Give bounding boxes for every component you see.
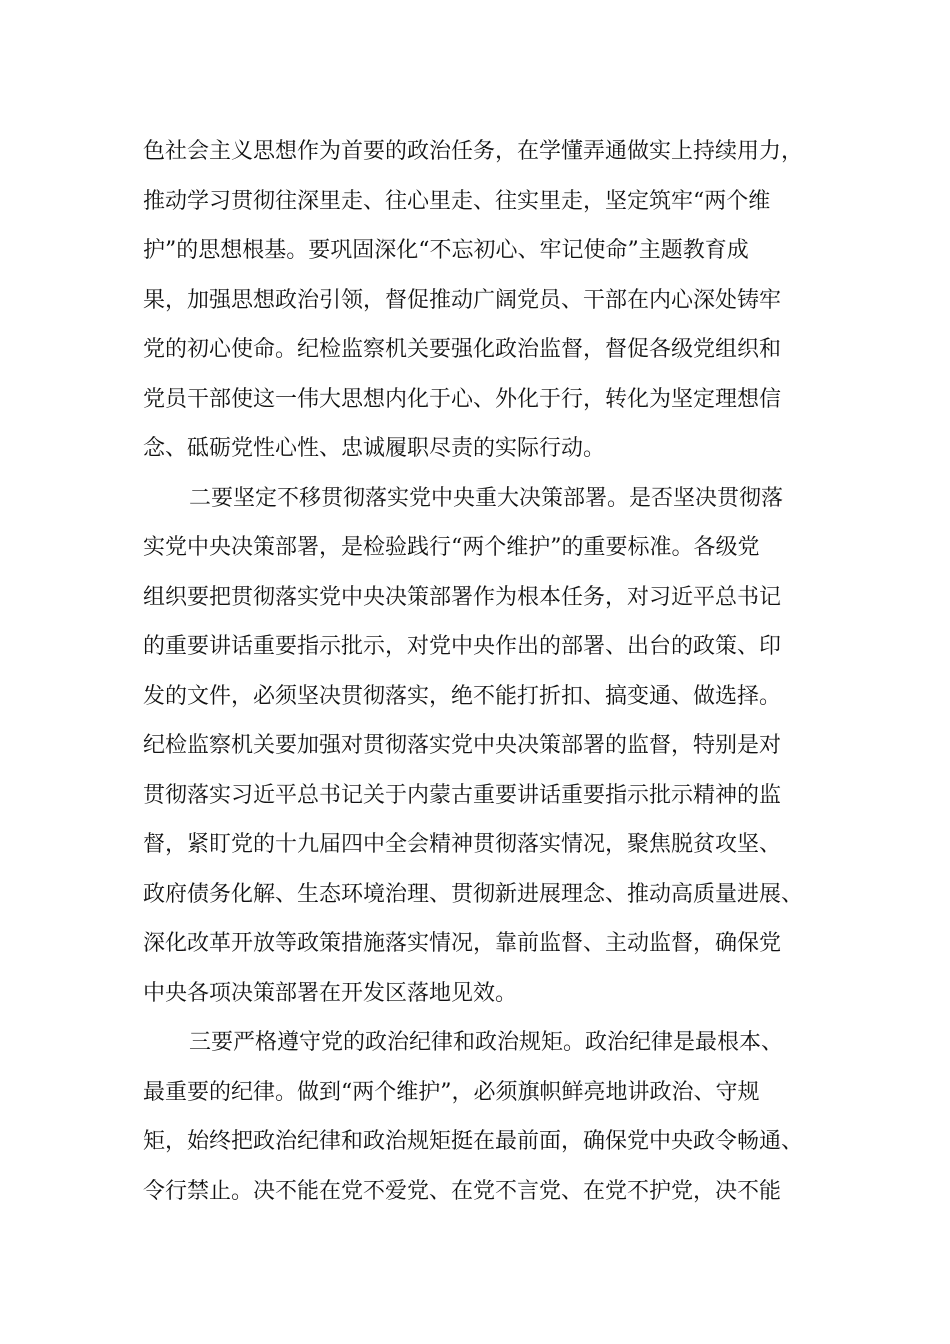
text-line: 党员干部使这一伟大思想内化于心、外化于行，转化为坚定理想信 [143, 386, 782, 412]
paragraph-1 [143, 127, 823, 474]
text-line: 护”的思想根基。要巩固深化“不忘初心、牢记使命”主题教育成 [143, 238, 749, 263]
text-line: 念、砥砺党性心性、忠诚履职尽责的实际行动。 [143, 436, 606, 461]
text-line: 推动学习贯彻往深里走、往心里走、往实里走，坚定筑牢“两个维 [143, 188, 771, 214]
text-line: 实党中央决策部署，是检验践行“两个维护”的重要标准。各级党 [143, 535, 760, 560]
text-line: 中央各项决策部署在开发区落地见效。 [143, 980, 518, 1006]
text-line: 果，加强思想政治引领，督促推动广阔党员、干部在内心深处铸牢 [143, 287, 782, 313]
text-line: 深化改革开放等政策措施落实情况，靠前监督、主动监督，确保党 [143, 931, 782, 956]
text-line: 政府债务化解、生态环境治理、贯彻新进展理念、推动高质量进展、 [143, 881, 804, 907]
text-line: 令行禁止。决不能在党不爱党、在党不言党、在党不护党，决不能 [143, 1178, 782, 1204]
text-line: 组织要把贯彻落实党中央决策部署作为根本任务，对习近平总书记 [143, 584, 782, 610]
paragraph-2 [143, 474, 823, 1019]
text-line: 发的文件，必须坚决贯彻落实，绝不能打折扣、搞变通、做选择。 [143, 683, 782, 709]
text-line: 纪检监察机关要加强对贯彻落实党中央决策部署的监督，特别是对 [143, 733, 782, 758]
text-line: 党的初心使命。纪检监察机关要强化政治监督，督促各级党组织和 [143, 337, 782, 362]
text-line: 最重要的纪律。做到“两个维护”，必须旗帜鲜亮地讲政治、守规 [143, 1079, 760, 1105]
document-body [143, 127, 823, 1216]
text-line: 矩，始终把政治纪律和政治规矩挺在最前面，确保党中央政令畅通、 [143, 1129, 804, 1154]
text-line: 贯彻落实习近平总书记关于内蒙古重要讲话重要指示批示精神的监 [143, 782, 782, 808]
text-line: 的重要讲话重要指示批示，对党中央作出的部署、出台的政策、印 [143, 634, 782, 659]
text-line: 督，紧盯党的十九届四中全会精神贯彻落实情况，聚焦脱贫攻坚、 [143, 832, 782, 857]
paragraph-3 [143, 1018, 823, 1216]
text-line: 二要坚定不移贯彻落实党中央重大决策部署。是否坚决贯彻落 [189, 485, 784, 511]
text-line: 三要严格遵守党的政治纪律和政治规矩。政治纪律是最根本、 [189, 1030, 784, 1055]
text-line: 色社会主义思想作为首要的政治任务，在学懂弄通做实上持续用力， [143, 139, 804, 164]
